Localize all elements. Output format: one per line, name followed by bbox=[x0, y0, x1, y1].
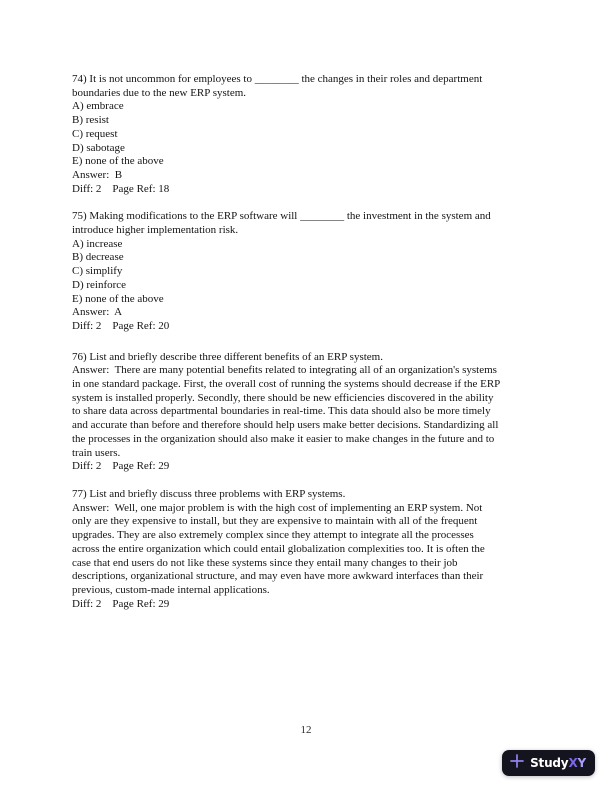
questions-area bbox=[72, 73, 554, 625]
brand-wordmark bbox=[530, 756, 586, 770]
answer-key-line: Answer: A bbox=[72, 306, 123, 319]
answer-option: B) resist bbox=[72, 114, 109, 127]
question-stem: 76) List and briefly describe three different benefits of an ERP system. bbox=[72, 350, 383, 363]
answer-text-line: case that end users do not like these systems since they entail many changes to their job bbox=[72, 556, 458, 569]
answer-text-line: train users. bbox=[72, 446, 121, 459]
answer-text-line: and accurate than before and therefore should help users make better decisions. Standardizing all bbox=[72, 419, 499, 432]
answer-text-line: Answer: There are many potential benefits related to integrating all of an organization's systems bbox=[72, 364, 497, 377]
answer-text-line: across the entire organization which could entail globalization complexities too. It is often the bbox=[72, 542, 485, 555]
answer-option: A) increase bbox=[72, 237, 123, 250]
answer-option: D) sabotage bbox=[72, 141, 125, 154]
diff-page-ref-line: Diff: 2 Page Ref: 18 bbox=[72, 182, 170, 195]
brand-study-text: Study bbox=[530, 756, 569, 770]
brand-y-text: Y bbox=[577, 756, 586, 770]
answer-text-line: upgrades. They are also extremely complex since they attempt to integrate all the processes bbox=[72, 529, 474, 542]
diff-page-ref-line: Diff: 2 Page Ref: 29 bbox=[72, 597, 170, 610]
diff-page-ref-line: Diff: 2 Page Ref: 29 bbox=[72, 460, 170, 473]
answer-text-line: previous, custom-made internal applications. bbox=[72, 583, 270, 596]
answer-text-line: Answer: Well, one major problem is with the high cost of implementing an ERP system. Not bbox=[72, 501, 483, 514]
question-stem: 77) List and briefly discuss three problems with ERP systems. bbox=[72, 487, 346, 500]
answer-text-line: to share data across departmental boundaries in real-time. This data should also be more timely bbox=[72, 405, 491, 418]
answer-option: C) request bbox=[72, 127, 118, 140]
question-76 bbox=[72, 351, 554, 474]
answer-option: E) none of the above bbox=[72, 155, 164, 168]
question-stem: boundaries due to the new ERP system. bbox=[72, 86, 247, 99]
answer-option: D) reinforce bbox=[72, 278, 127, 291]
question-75 bbox=[72, 210, 554, 333]
answer-text-line: in one standard package. First, the overall cost of running the systems should decrease if the ERP bbox=[72, 378, 501, 391]
answer-text-line: system is installed properly. Secondly, there should be new efficiencies discovered in the ability bbox=[72, 391, 494, 404]
question-stem: 74) It is not uncommon for employees to ________ the changes in their roles and department bbox=[72, 73, 483, 85]
diff-page-ref-line: Diff: 2 Page Ref: 20 bbox=[72, 319, 170, 332]
question-stem: 75) Making modifications to the ERP software will ________ the investment in the system and bbox=[72, 210, 491, 223]
question-77 bbox=[72, 488, 554, 611]
answer-option: C) simplify bbox=[72, 265, 123, 278]
answer-option: B) decrease bbox=[72, 251, 124, 264]
page-number: 12 bbox=[300, 724, 312, 736]
answer-option: E) none of the above bbox=[72, 292, 164, 305]
question-74 bbox=[72, 73, 554, 196]
answer-option: A) embrace bbox=[72, 100, 124, 113]
question-stem: introduce higher implementation risk. bbox=[72, 224, 239, 237]
plus-icon bbox=[510, 754, 524, 773]
studyxy-logo-badge bbox=[502, 750, 595, 776]
answer-key-line: Answer: B bbox=[72, 168, 123, 181]
answer-text-line: the processes in the organization should also make it easier to make changes in the future and to bbox=[72, 432, 495, 445]
brand-x-text: X bbox=[568, 756, 578, 770]
answer-text-line: descriptions, organizational structure, and may even have more awkward interfaces than their bbox=[72, 570, 484, 583]
answer-text-line: only are they expensive to install, but they are expensive to maintain with all of the frequent bbox=[72, 515, 478, 528]
